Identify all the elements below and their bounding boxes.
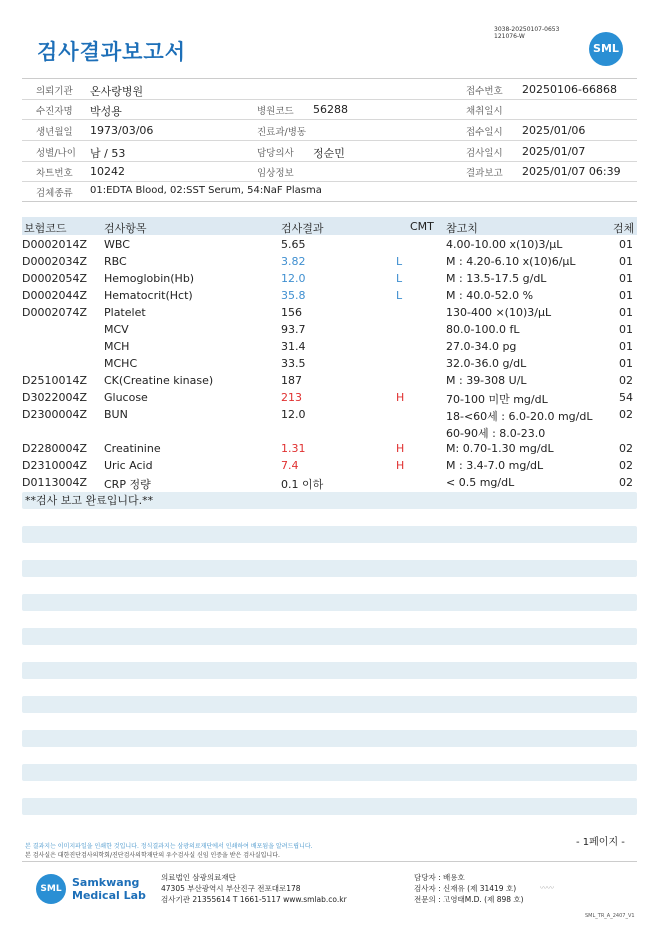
specimen-code: 02 [619, 459, 633, 472]
table-row [22, 355, 637, 372]
reference-range: 32.0-36.0 g/dL [446, 357, 527, 370]
test-name: Platelet [104, 306, 146, 319]
test-result: 7.4 [281, 459, 299, 472]
test-result: 1.31 [281, 442, 306, 455]
insurance-code: D2510014Z [22, 374, 87, 387]
insurance-code: D2300004Z [22, 408, 87, 421]
test-name: CK(Creatine kinase) [104, 374, 214, 387]
insurance-code: D2310004Z [22, 459, 87, 472]
test-name: Hematocrit(Hct) [104, 289, 193, 302]
empty-row [22, 526, 637, 543]
specimen-code: 02 [619, 374, 633, 387]
test-result: 5.65 [281, 238, 306, 251]
table-row [22, 270, 637, 287]
table-row [22, 406, 637, 423]
specimen-code: 01 [619, 255, 633, 268]
test-result: 3.82 [281, 255, 306, 268]
header-row-sex-age: 성별/나이 남 / 53 담당의사 정순민 검사일시 2025/01/07 [22, 141, 637, 162]
header-row-client: 의뢰기관 온사랑병원 접수번호 20250106-66868 [22, 79, 637, 100]
test-name: WBC [104, 238, 130, 251]
test-name: CRP 정량 [104, 478, 151, 491]
test-result: 93.7 [281, 323, 306, 336]
reference-range: M : 13.5-17.5 g/dL [446, 272, 547, 285]
organization-info: 의료법인 삼광의료재단 47305 부산광역시 부산진구 전포대로178 검사기관 21355614 T 1661-5117 www.smlab.co.kr [161, 873, 347, 904]
specimen-code: 01 [619, 289, 633, 302]
reference-range: 130-400 ×(10)3/μL [446, 306, 552, 319]
page-number: - 1페이지 - [576, 837, 625, 848]
chart-value: 10242 [90, 165, 125, 178]
reference-range: M : 40.0-52.0 % [446, 289, 534, 302]
reference-range: M : 4.20-6.10 x(10)6/μL [446, 255, 576, 268]
specimen-code: 01 [619, 340, 633, 353]
divider [22, 861, 637, 862]
header-row-dob: 생년월일 1973/03/06 진료과/병동 접수일시 2025/01/06 [22, 120, 637, 141]
test-result: 33.5 [281, 357, 306, 370]
table-row [22, 389, 637, 406]
sex-age-value: 남 / 53 [90, 147, 126, 160]
test-name: BUN [104, 408, 128, 421]
doctor-value: 정순민 [313, 147, 345, 160]
reference-range: 70-100 미만 mg/dL [446, 393, 548, 406]
disclaimer-note: 본 결과지는 이미지파일을 인쇄한 것입니다. 정식결과지는 삼광의료재단에서 인쇄하여 배포됨을 알려드립니다. [25, 843, 313, 850]
result-flag: L [396, 272, 403, 285]
empty-row [22, 662, 637, 679]
insurance-code: D0002074Z [22, 306, 87, 319]
empty-row [22, 798, 637, 815]
specimen-code: 02 [619, 442, 633, 455]
results-table-body [22, 236, 637, 491]
form-code: SML_TR_A_2407_V1 [585, 913, 635, 919]
dob-value: 1973/03/06 [90, 124, 154, 137]
table-row [22, 236, 637, 253]
specimen-code: 01 [619, 323, 633, 336]
table-row [22, 423, 637, 440]
table-row [22, 321, 637, 338]
insurance-code: D0002044Z [22, 289, 87, 302]
report-complete-text: **검사 보고 완료입니다.** [25, 494, 154, 507]
result-flag: H [396, 442, 405, 455]
sml-logo-icon: SML [36, 874, 66, 904]
insurance-code: D0002054Z [22, 272, 87, 285]
test-result: 187 [281, 374, 302, 387]
reference-range: < 0.5 mg/dL [446, 476, 515, 489]
insurance-code: D3022004Z [22, 391, 87, 404]
table-row [22, 457, 637, 474]
insurance-code: D0002014Z [22, 238, 87, 251]
specimen-code: 01 [619, 306, 633, 319]
specimen-code: 02 [619, 476, 633, 489]
test-name: Hemoglobin(Hb) [104, 272, 195, 285]
header-row-chart: 차트번호 10242 임상정보 결과보고 2025/01/07 06:39 [22, 161, 637, 182]
report-date-value: 2025/01/07 06:39 [522, 165, 621, 178]
empty-row [22, 696, 637, 713]
specimen-code: 54 [619, 391, 633, 404]
hospital-code-value: 56288 [313, 103, 348, 116]
header-row-patient: 수진자명 박성용 병원코드 56288 채취일시 [22, 99, 637, 120]
test-result: 156 [281, 306, 302, 319]
document-code: 3038-20250107-0653 121076-W [494, 26, 560, 40]
header-row-specimen: 검체종류 01:EDTA Blood, 02:SST Serum, 54:NaF Plasma [22, 181, 637, 202]
result-flag: L [396, 255, 403, 268]
result-flag: L [396, 289, 403, 302]
patient-value: 박성용 [90, 105, 122, 118]
empty-row [22, 764, 637, 781]
reference-range: 18-<60세 : 6.0-20.0 mg/dL [446, 410, 593, 423]
table-row [22, 253, 637, 270]
test-date-value: 2025/01/07 [522, 145, 586, 158]
brand-name: Samkwang Medical Lab [72, 876, 146, 902]
table-row [22, 440, 637, 457]
test-result: 12.0 [281, 408, 306, 421]
test-name: MCV [104, 323, 129, 336]
report-title: 검사결과보고서 [37, 40, 187, 64]
test-name: Creatinine [104, 442, 161, 455]
receipt-no-value: 20250106-66868 [522, 83, 617, 96]
reference-range: 27.0-34.0 pg [446, 340, 517, 353]
empty-row [22, 594, 637, 611]
table-row [22, 474, 637, 491]
client-value: 온사랑병원 [90, 85, 144, 98]
empty-row [22, 560, 637, 577]
test-name: Glucose [104, 391, 148, 404]
insurance-code: D2280004Z [22, 442, 87, 455]
result-flag: H [396, 459, 405, 472]
test-name: MCHC [104, 357, 138, 370]
empty-rows [22, 492, 637, 832]
signature-icon: 〰︎〰︎ [540, 884, 554, 892]
reference-range: 80.0-100.0 fL [446, 323, 520, 336]
table-row [22, 287, 637, 304]
insurance-code: D0113004Z [22, 476, 87, 489]
reference-range: M: 0.70-1.30 mg/dL [446, 442, 554, 455]
specimen-code: 01 [619, 357, 633, 370]
specimen-value: 01:EDTA Blood, 02:SST Serum, 54:NaF Plasma [90, 185, 322, 196]
reference-range: M : 3.4-7.0 mg/dL [446, 459, 544, 472]
sml-logo-icon: SML [589, 32, 623, 66]
test-result: 31.4 [281, 340, 306, 353]
test-name: RBC [104, 255, 127, 268]
specimen-code: 02 [619, 408, 633, 421]
table-row [22, 372, 637, 389]
test-result: 12.0 [281, 272, 306, 285]
reference-range: 60-90세 : 8.0-23.0 [446, 427, 546, 440]
staff-info: 담당자 : 배용호 검사자 : 신재유 (제 31419 호) 전문의 : 고영태M.D. (제 898 호) [414, 873, 524, 904]
specimen-code: 01 [619, 272, 633, 285]
certification-note: 본 검사실은 대한진단검사의학회/진단검사의학재단의 우수검사실 신임 인증을 받은 검사실입니다. [25, 852, 280, 859]
result-flag: H [396, 391, 405, 404]
empty-row [22, 730, 637, 747]
table-row [22, 304, 637, 321]
specimen-code: 01 [619, 238, 633, 251]
insurance-code: D0002034Z [22, 255, 87, 268]
test-result: 213 [281, 391, 302, 404]
test-result: 0.1 이하 [281, 478, 324, 491]
test-name: MCH [104, 340, 130, 353]
receipt-date-value: 2025/01/06 [522, 124, 586, 137]
empty-row [22, 628, 637, 645]
reference-range: M : 39-308 U/L [446, 374, 527, 387]
test-name: Uric Acid [104, 459, 153, 472]
results-table-header: 보험코드 검사항목 검사결과 CMT 참고치 검체 [22, 217, 637, 235]
test-result: 35.8 [281, 289, 306, 302]
reference-range: 4.00-10.00 x(10)3/μL [446, 238, 563, 251]
table-row [22, 338, 637, 355]
